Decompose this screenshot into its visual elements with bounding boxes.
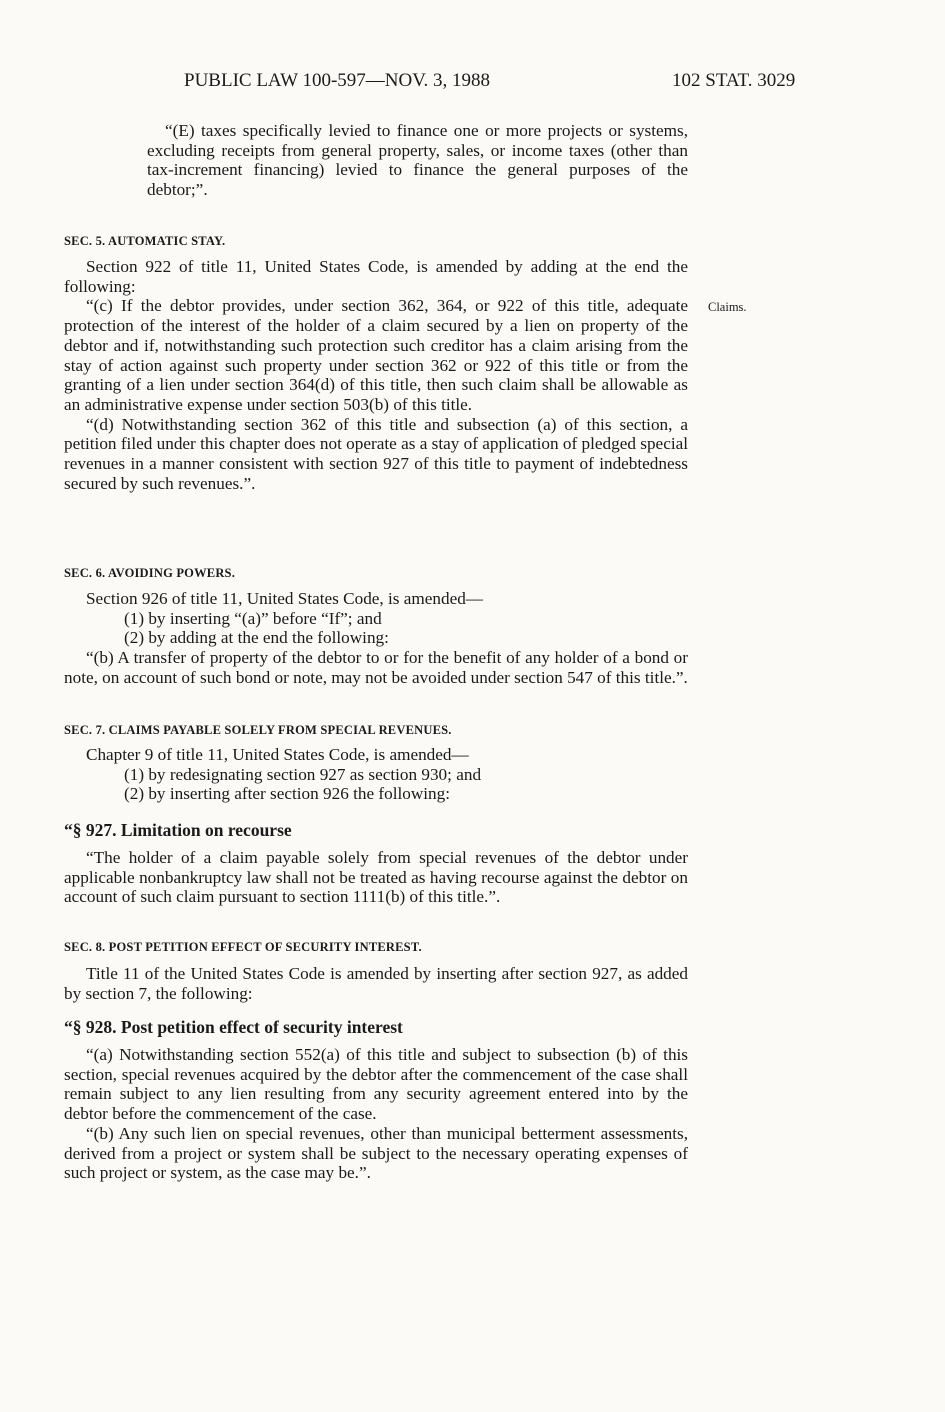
page-number: 102 STAT. 3029	[672, 70, 796, 91]
sec8-body	[64, 964, 688, 1003]
running-title: PUBLIC LAW 100-597—NOV. 3, 1988	[184, 70, 491, 91]
clause-e-text: “(E) taxes specifically levied to finance one or more projects or systems, excluding receipts from general property, sales, or income taxes (other than tax-increment financing) levied to finance the general purposes of the debtor;”.	[147, 121, 688, 200]
sec6-paragraph-b: “(b) A transfer of property of the debtor to or for the benefit of any holder of a bond or note, on account of such bond or note, may not be avoided under section 547 of this title.”.	[64, 648, 688, 687]
sec7-heading: SEC. 7. CLAIMS PAYABLE SOLELY FROM SPECIAL REVENUES.	[64, 723, 452, 737]
sec8-heading: SEC. 8. POST PETITION EFFECT OF SECURITY INTEREST.	[64, 940, 422, 954]
sec5-paragraph-c: “(c) If the debtor provides, under section 362, 364, or 922 of this title, adequate protection of the interest of the holder of a claim secured by a lien on property of the debtor and if, notwithstanding such protection such creditor has a claim arising from the stay of action against such property under section 362 or 922 of this title or from the granting of a lien under section 364(d) of this title, then such claim shall be allowable as an administrative expense under section 503(b) of this title.	[64, 296, 688, 414]
sec5-paragraph-d: “(d) Notwithstanding section 362 of this title and subsection (a) of this section, a petition filed under this chapter does not operate as a stay of application of pledged special revenues in a manner consistent with section 927 of this title to payment of indebtedness secured by such revenues.”.	[64, 414, 688, 493]
sec5-paragraph-1: Section 922 of title 11, United States Code, is amended by adding at the end the following:	[64, 257, 688, 296]
sec8-paragraph-1: Title 11 of the United States Code is amended by inserting after section 927, as added by section 7, the following:	[64, 964, 688, 1003]
section-928-paragraph-a: “(a) Notwithstanding section 552(a) of this title and subject to subsection (b) of this section, special revenues acquired by the debtor after the commencement of the case shall remain subject to any lien resulting from any security agreement entered into by the debtor before the commencement of the case.	[64, 1045, 688, 1124]
sec6-heading: SEC. 6. AVOIDING POWERS.	[64, 566, 236, 580]
margin-note-claims: Claims.	[708, 300, 747, 314]
section-927-paragraph: “The holder of a claim payable solely from special revenues of the debtor under applicable nonbankruptcy law shall not be treated as having recourse against the debtor on account of such claim pursuant to section 1111(b) of this title.”.	[64, 848, 688, 907]
section-928-heading: “§ 928. Post petition effect of security interest	[64, 1017, 403, 1037]
section-928-body	[64, 1045, 688, 1183]
sec6-item-2: (2) by adding at the end the following:	[124, 628, 389, 648]
sec7-paragraph-1: Chapter 9 of title 11, United States Code, is amended—	[86, 745, 469, 764]
section-928-paragraph-b: “(b) Any such lien on special revenues, other than municipal betterment assessments, derived from a project or system shall be subject to the necessary operating expenses of such project or system, as the case may be.”.	[64, 1123, 688, 1183]
section-927-body	[64, 848, 688, 907]
sec7-item-2: (2) by inserting after section 926 the following:	[124, 784, 451, 804]
clause-e	[147, 121, 688, 200]
sec6-paragraph-1: Section 926 of title 11, United States Code, is amended—	[86, 589, 483, 608]
sec5-heading: SEC. 5. AUTOMATIC STAY.	[64, 234, 226, 248]
sec6-item-1: (1) by inserting “(a)” before “If”; and	[124, 608, 382, 628]
section-927-heading: “§ 927. Limitation on recourse	[64, 820, 292, 840]
sec7-body	[64, 745, 688, 804]
sec6-body	[64, 589, 688, 688]
sec5-body	[64, 257, 688, 493]
page-header	[0, 70, 945, 96]
sec7-item-1: (1) by redesignating section 927 as section 930; and	[124, 764, 482, 784]
